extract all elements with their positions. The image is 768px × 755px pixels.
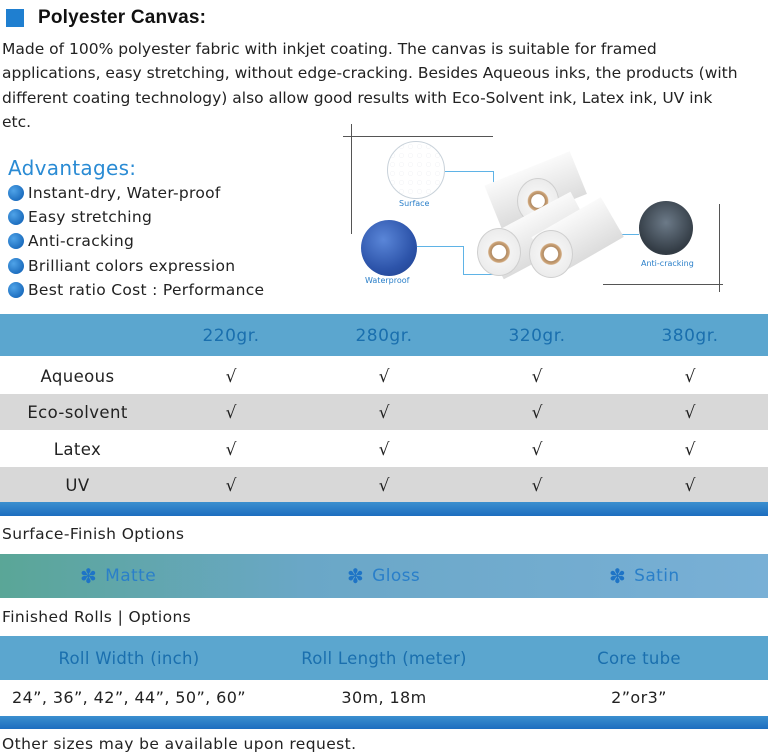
advantage-item: Easy stretching — [8, 205, 264, 229]
square-icon — [6, 9, 24, 27]
value-roll-length: 30m, 18m — [341, 688, 427, 707]
check-mark: √ — [531, 476, 543, 496]
frame-line — [719, 204, 720, 292]
bullet-icon — [8, 282, 24, 298]
waterproof-icon — [361, 220, 417, 276]
header-core-tube: Core tube — [597, 649, 681, 668]
check-mark: √ — [225, 440, 237, 460]
flower-icon: ✽ — [347, 564, 365, 588]
finish-option-matte: ✽ Matte — [80, 564, 157, 588]
header-380: 380gr. — [661, 326, 719, 346]
bullet-icon — [8, 233, 24, 249]
table-row — [0, 467, 768, 503]
check-mark: √ — [225, 367, 237, 387]
surface-caption: Surface — [399, 199, 430, 208]
frame-line — [343, 136, 493, 137]
advantages-list — [8, 181, 264, 302]
header-roll-width: Roll Width (inch) — [58, 649, 200, 668]
header-320: 320gr. — [508, 326, 566, 346]
bullet-icon — [8, 185, 24, 201]
check-mark: √ — [684, 440, 696, 460]
finished-rolls-label: Finished Rolls | Options — [2, 608, 192, 626]
check-mark: √ — [378, 367, 390, 387]
table-row — [0, 394, 768, 430]
advantages-title: Advantages: — [8, 156, 137, 180]
row-label: Aqueous — [40, 367, 115, 386]
header-roll-length: Roll Length (meter) — [301, 649, 467, 668]
check-mark: √ — [531, 440, 543, 460]
header-220: 220gr. — [202, 326, 260, 346]
waterproof-caption: Waterproof — [365, 276, 410, 285]
value-core-tube: 2”or3” — [611, 688, 667, 707]
table-bottom-bar — [0, 502, 768, 516]
finish-option-gloss: ✽ Gloss — [347, 564, 421, 588]
check-mark: √ — [378, 403, 390, 423]
finish-option-satin: ✽ Satin — [609, 564, 680, 588]
header-280: 280gr. — [355, 326, 413, 346]
surface-finish-bar — [0, 554, 768, 598]
check-mark: √ — [225, 476, 237, 496]
gsm-header-row — [0, 314, 768, 356]
anti-cracking-icon — [639, 201, 693, 255]
flower-icon: ✽ — [609, 564, 627, 588]
surface-texture-icon — [387, 141, 445, 199]
check-mark: √ — [684, 403, 696, 423]
value-roll-width: 24”, 36”, 42”, 44”, 50”, 60” — [12, 688, 246, 707]
table-row — [0, 431, 768, 467]
product-illustration — [343, 124, 723, 294]
advantage-item: Anti-cracking — [8, 229, 264, 253]
bullet-icon — [8, 209, 24, 225]
footer-note: Other sizes may be available upon request. — [2, 735, 357, 753]
rolls-bottom-bar — [0, 716, 768, 729]
row-label: UV — [65, 476, 90, 495]
bullet-icon — [8, 258, 24, 274]
surface-finish-label: Surface-Finish Options — [2, 525, 185, 543]
check-mark: √ — [378, 476, 390, 496]
advantage-item: Instant-dry, Water-proof — [8, 181, 264, 205]
check-mark: √ — [225, 403, 237, 423]
check-mark: √ — [378, 440, 390, 460]
intro-paragraph: Made of 100% polyester fabric with inkjet coating. The canvas is suitable for framed applications, easy stretching, without edge-cracking. Besides Aqueous inks, the products (with different coating technology) also allow good results with Eco-Solvent ink, Latex ink, UV ink etc. — [2, 40, 738, 131]
advantage-item: Brilliant colors expression — [8, 254, 264, 278]
flower-icon: ✽ — [80, 564, 98, 588]
frame-line — [351, 124, 352, 234]
table-row — [0, 358, 768, 394]
advantage-item: Best ratio Cost : Performance — [8, 278, 264, 302]
check-mark: √ — [531, 403, 543, 423]
check-mark: √ — [531, 367, 543, 387]
check-mark: √ — [684, 367, 696, 387]
row-label: Latex — [53, 440, 102, 459]
title-row — [6, 6, 206, 30]
check-mark: √ — [684, 476, 696, 496]
page-title: Polyester Canvas: — [38, 7, 207, 28]
anti-cracking-caption: Anti-cracking — [641, 259, 694, 268]
rolls-header-row — [0, 636, 768, 680]
frame-line — [603, 284, 723, 285]
row-label: Eco-solvent — [27, 403, 128, 422]
roll-end — [529, 230, 573, 278]
roll-end — [477, 228, 521, 276]
